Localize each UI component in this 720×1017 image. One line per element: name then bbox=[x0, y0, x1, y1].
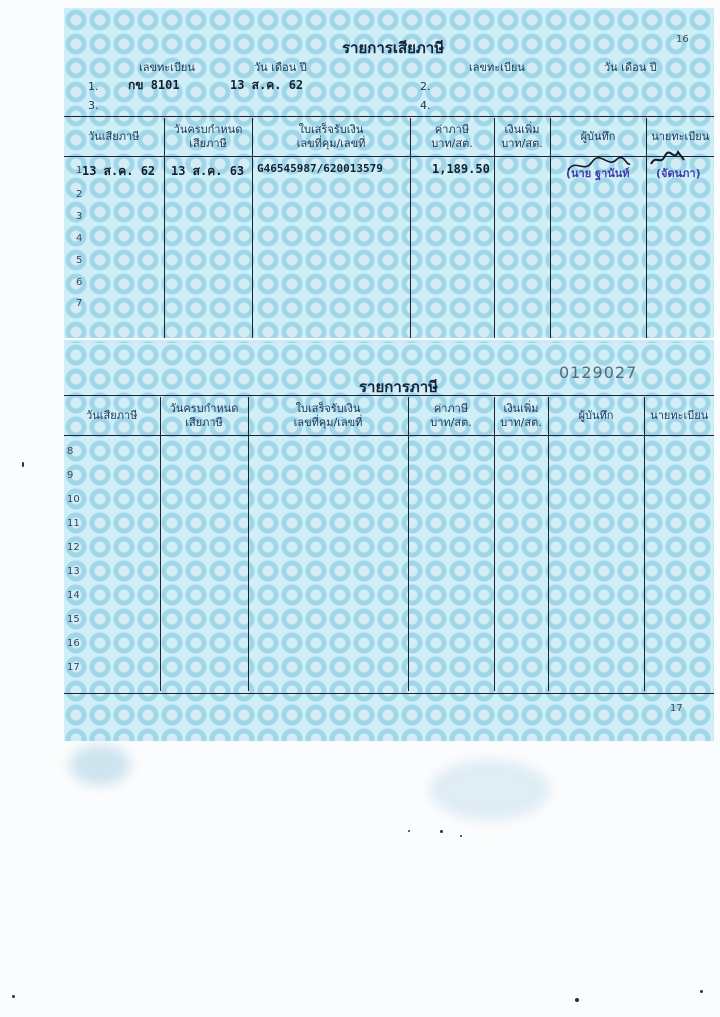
table-cell bbox=[64, 435, 160, 691]
col-label: ผู้บันทึก bbox=[578, 408, 614, 422]
scan-speck bbox=[22, 462, 24, 467]
table-cell bbox=[408, 435, 494, 691]
col-label: วันเสียภาษี bbox=[88, 129, 140, 143]
col-surcharge bbox=[494, 397, 548, 435]
col-paid-date bbox=[64, 118, 164, 156]
registrar-signature bbox=[648, 148, 688, 170]
scan-speck bbox=[460, 835, 462, 837]
col-due-date bbox=[164, 118, 252, 156]
row-number: 1 bbox=[76, 165, 83, 176]
table-cell bbox=[548, 435, 644, 691]
col-recorder bbox=[550, 118, 646, 156]
col-surcharge bbox=[494, 118, 550, 156]
date-label-right: วัน เดือน ปี bbox=[604, 61, 657, 74]
row-number: 10 bbox=[67, 494, 80, 505]
scan-speck bbox=[700, 990, 703, 993]
recorder-signature bbox=[564, 154, 634, 176]
row-number: 6 bbox=[76, 277, 83, 288]
col-due-date bbox=[160, 397, 248, 435]
page-number: 17 bbox=[670, 703, 683, 714]
col-recorder bbox=[548, 397, 644, 435]
row-number: 17 bbox=[67, 662, 80, 673]
table-cell bbox=[550, 156, 646, 338]
row-number: 3 bbox=[76, 211, 83, 222]
col-registrar bbox=[644, 397, 714, 435]
recorder-stamp: (นาย ฐานันท์ bbox=[566, 167, 630, 180]
row-number: 4 bbox=[76, 233, 83, 244]
col-label: ผู้บันทึก bbox=[580, 129, 616, 143]
ink-bleed bbox=[70, 745, 130, 785]
entry-number-1: 1. bbox=[88, 80, 99, 93]
col-label: ค่าภาษี บาท/สต. bbox=[430, 401, 472, 429]
table-top-border bbox=[64, 395, 714, 396]
col-paid-date bbox=[64, 397, 160, 435]
row-number: 14 bbox=[67, 590, 80, 601]
row-number: 15 bbox=[67, 614, 80, 625]
tax-record-sheet-bottom bbox=[64, 343, 714, 741]
table-top-border bbox=[64, 116, 714, 117]
paid-date-value: 13 ส.ค. 62 bbox=[82, 164, 156, 178]
col-label: นายทะเบียน bbox=[650, 408, 709, 422]
sheet-title: รายการภาษี bbox=[359, 378, 439, 396]
table-cell bbox=[252, 156, 410, 338]
col-label: วันเสียภาษี bbox=[86, 408, 138, 422]
scan-speck bbox=[575, 998, 579, 1002]
row-number: 11 bbox=[67, 518, 80, 529]
table-body bbox=[64, 435, 714, 691]
table-cell bbox=[160, 435, 248, 691]
col-label: เงินเพิ่ม บาท/สต. bbox=[501, 122, 543, 150]
tax-record-sheet-top bbox=[64, 8, 714, 338]
scan-speck bbox=[12, 995, 15, 998]
table-cell bbox=[248, 435, 408, 691]
registration-label-left: เลขทะเบียน bbox=[139, 61, 195, 74]
entry-number-3: 3. bbox=[88, 99, 99, 112]
row-number: 12 bbox=[67, 542, 80, 553]
row-number: 7 bbox=[76, 298, 83, 309]
table-header-row bbox=[64, 118, 714, 156]
scan-speck bbox=[440, 830, 443, 833]
entry-number-2: 2. bbox=[420, 80, 431, 93]
col-label: เงินเพิ่ม บาท/สต. bbox=[500, 401, 542, 429]
row-number: 5 bbox=[76, 255, 83, 266]
row-number: 13 bbox=[67, 566, 80, 577]
col-tax bbox=[408, 397, 494, 435]
row-number: 2 bbox=[76, 189, 83, 200]
table-cell bbox=[644, 435, 714, 691]
table-cell bbox=[646, 156, 714, 338]
table-body bbox=[64, 156, 714, 338]
row-number: 16 bbox=[67, 638, 80, 649]
sheet-title: รายการเสียภาษี bbox=[342, 39, 445, 57]
row-number: 8 bbox=[67, 446, 74, 457]
col-label: นายทะเบียน bbox=[651, 129, 710, 143]
col-label: ค่าภาษี บาท/สต. bbox=[431, 122, 473, 150]
table-bottom-border bbox=[64, 693, 714, 694]
page-number: 16 bbox=[676, 34, 689, 45]
table-header-row bbox=[64, 397, 714, 435]
table-cell bbox=[410, 156, 494, 338]
table-cell bbox=[494, 435, 548, 691]
registrar-stamp: (จัดนภา) bbox=[656, 167, 701, 180]
serial-number-fragment: 0129027 bbox=[559, 363, 638, 382]
tax-table-top bbox=[64, 118, 714, 338]
col-receipt bbox=[252, 118, 410, 156]
col-label: วันครบกำหนด เสียภาษี bbox=[169, 401, 239, 429]
registration-date: 13 ส.ค. 62 bbox=[230, 78, 304, 92]
date-label-left: วัน เดือน ปี bbox=[254, 61, 307, 74]
col-receipt bbox=[248, 397, 408, 435]
entry-number-4: 4. bbox=[420, 99, 431, 112]
tax-table-bottom bbox=[64, 397, 714, 691]
receipt-number-value: G46545987/620013579 bbox=[257, 162, 383, 175]
ink-bleed bbox=[430, 760, 550, 820]
table-cell bbox=[494, 156, 550, 338]
col-label: วันครบกำหนด เสียภาษี bbox=[173, 122, 243, 150]
plate-number: กข 8101 bbox=[128, 78, 180, 92]
row-number: 9 bbox=[67, 470, 74, 481]
col-label: ใบเสร็จรับเงิน เลขที่คุม/เลขที่ bbox=[293, 401, 363, 429]
table-cell bbox=[64, 156, 164, 338]
due-date-value: 13 ส.ค. 63 bbox=[171, 164, 245, 178]
registration-label-right: เลขทะเบียน bbox=[469, 61, 525, 74]
table-cell bbox=[164, 156, 252, 338]
col-tax bbox=[410, 118, 494, 156]
tax-amount-value: 1,189.50 bbox=[432, 162, 490, 176]
col-label: ใบเสร็จรับเงิน เลขที่คุม/เลขที่ bbox=[296, 122, 366, 150]
scan-speck bbox=[408, 830, 410, 832]
